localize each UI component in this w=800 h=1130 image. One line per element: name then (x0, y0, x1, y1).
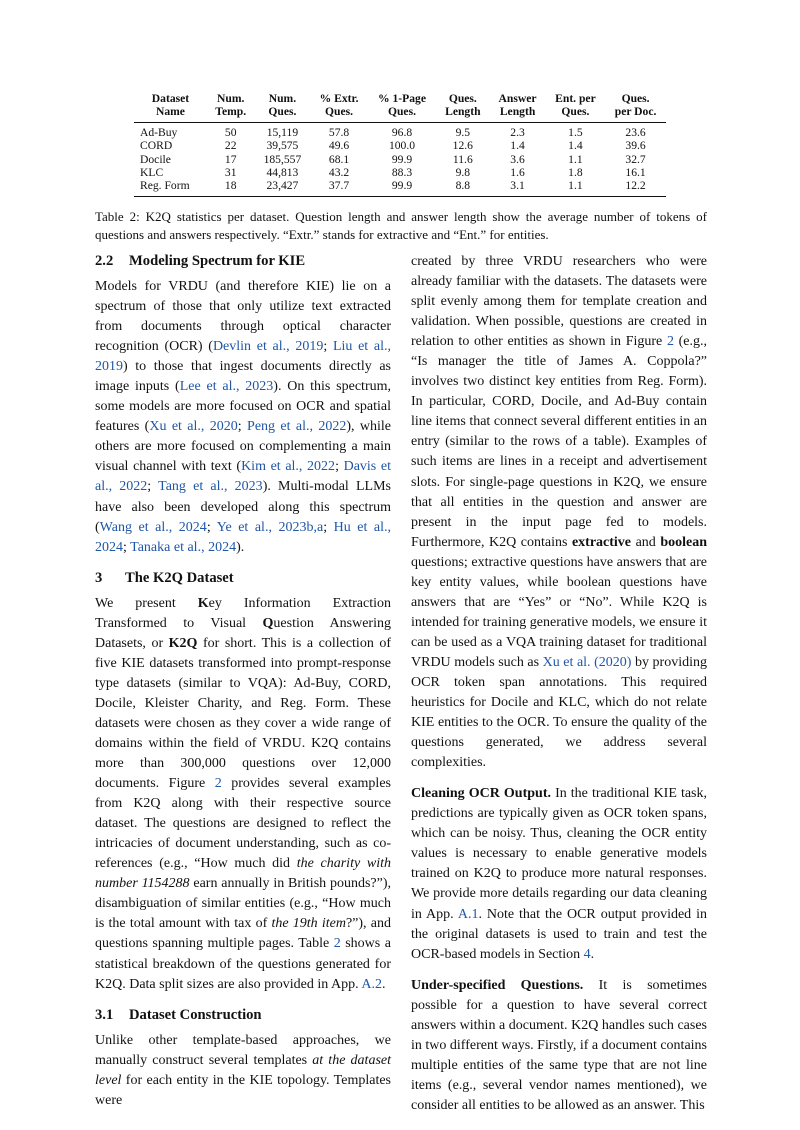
citation-link[interactable]: Wang et al., 2024 (99, 519, 207, 535)
table-cell: 31 (224, 166, 237, 180)
table-cell: 17 (224, 152, 237, 166)
text-run: (e.g., “Is manager the title of James A. Coppola?” involves two distinct key entities from Reg. Form). In particular, CORD, Docile, and Ad-Buy contain line items that connect several different entities in an entry (similar to the rows of a table). Examples of such items are lines in a receipt and advertisement slots. For single-page questions in K2Q, we ensure that all entities in the question and answer are present in the input page fed to models. Furthermore, K2Q contains (411, 334, 707, 550)
paragraph-k2q-dataset (95, 594, 391, 995)
table-caption: Table 2: K2Q statistics per dataset. Question length and answer length show the average number of tokens of questions and answers respectively. “Extr.” stands for extractive and “Ent.” for entities. (95, 209, 707, 242)
stats-table-body (134, 122, 666, 196)
text-run: We present (95, 595, 198, 611)
text-run: ; (237, 419, 248, 435)
table-cell: 185,557 (263, 152, 302, 166)
table-cell: 1.1 (568, 152, 583, 166)
section-heading-3 (95, 569, 391, 588)
column-header (368, 92, 437, 122)
column-header (605, 92, 666, 122)
column-header (254, 92, 310, 122)
section-ref-link[interactable]: 4 (583, 946, 591, 962)
table-cell: 12.2 (605, 179, 666, 196)
italic-text: the charity with number 1154288 (95, 856, 391, 892)
table-cell: 1.4 (568, 139, 583, 153)
text-run: ; (206, 519, 217, 535)
citation-link[interactable]: Xu et al. (2020) (542, 654, 632, 670)
citation-link[interactable]: Kim et al., 2022 (241, 459, 336, 475)
citation-link[interactable]: Hu et al., 2024 (95, 519, 392, 555)
text-run: for short. This is a collection of five KIE datasets transformed into prompt-response type datasets (similar to VQA): Ad-Buy, CORD, Docile, Kleister Charity, and Reg. Form. These datasets were chosen as they cover a wide range of domains within the field of VRDU. K2Q contains more than 300,000 questions over 12,000 documents. Figure (95, 635, 392, 792)
section-number: 3.1 (95, 1006, 114, 1023)
stats-table (134, 92, 666, 197)
text-run: shows a statistical breakdown of the questions generated for K2Q. Data split sizes are also provided in App. (95, 936, 391, 992)
table-cell: 3.6 (510, 152, 525, 166)
text-run: . (381, 976, 386, 992)
text-run: In the traditional KIE task, predictions are typically given as OCR token spans, which can be noisy. Thus, cleaning the OCR entity values is necessary to enable generative models trained on K2Q to produce more natural responses. We provide more details regarding our data cleaning in App. (411, 786, 708, 922)
citation-link[interactable]: Liu et al., 2019 (95, 339, 392, 375)
table-cell: 32.7 (625, 152, 646, 166)
paragraph-cleaning-ocr (411, 784, 707, 964)
table-cell: 39.6 (625, 139, 646, 153)
bold-term: extractive (571, 534, 632, 550)
table-cell: 16.1 (625, 166, 646, 180)
paragraph-modeling-spectrum (95, 277, 391, 558)
table-row (134, 153, 666, 166)
citation-link[interactable]: Tang et al., 2023 (158, 479, 263, 495)
dataset-name-cell: CORD (140, 139, 173, 153)
section-title: Dataset Construction (129, 1006, 262, 1023)
dataset-name-cell: KLC (140, 166, 164, 180)
figure-ref-link[interactable]: 2 (214, 776, 222, 792)
table-cell: 22 (224, 139, 237, 153)
table-cell: 18 (207, 179, 255, 196)
table-cell: 39,575 (266, 139, 299, 153)
paragraph-heading: Cleaning OCR Output. (411, 786, 551, 802)
table-cell: 44,813 (266, 166, 299, 180)
text-run: Unlike other template-based approaches, we manually construct several templates (95, 1032, 391, 1068)
column-header-line: Ques. (448, 92, 477, 105)
column-header-line: Ques. (561, 105, 590, 119)
right-column (411, 252, 707, 1116)
table-cell: 1.8 (568, 166, 583, 180)
paragraph-heading: Under-specified Questions. (411, 977, 584, 993)
citation-link[interactable]: Ye et al., 2023b,a (216, 519, 324, 535)
bold-letter: Q (262, 615, 274, 631)
citation-link[interactable]: Peng et al., 2022 (247, 419, 347, 435)
stats-table-header (134, 92, 666, 122)
italic-text: at the dataset level (95, 1052, 391, 1088)
table-cell: 49.6 (328, 139, 350, 153)
table-cell: 23,427 (254, 179, 310, 196)
bold-letter: K (197, 595, 209, 611)
citation-link[interactable]: Xu et al., 2020 (149, 419, 238, 435)
table-row (134, 179, 666, 196)
table-cell: 12.6 (452, 139, 473, 153)
table-cell: 9.8 (455, 166, 471, 180)
text-run: ; (335, 459, 344, 475)
citation-link[interactable]: Tanaka et al., 2024 (130, 539, 237, 555)
section-title: The K2Q Dataset (125, 569, 234, 586)
paragraph-dataset-construction-start (95, 1031, 391, 1111)
table-cell: 8.8 (436, 179, 489, 196)
text-run: ?”), and questions spanning multiple pages. Table (95, 916, 391, 952)
text-run: provides several examples from K2Q along with their respective source dataset. The questions are designed to reflect the intricacies of document understanding, such as co-references (e.g., “How much did (95, 776, 391, 872)
column-header-line: per Doc. (614, 105, 657, 119)
text-run: ). On this spectrum, some models are more focused on OCR and spatial features ( (95, 379, 391, 435)
text-run: It is sometimes possible for a question to have several correct answers within a document. K2Q handles such cases in two different ways. Firstly, if a document contains multiple entities of the same type that are not line items (e.g., several vendor names mentioned), we consider all entities to be allowed as an answer. This (411, 977, 707, 1113)
text-run: for each entity in the KIE topology. Templates were (95, 1072, 391, 1108)
table-cell: 2.3 (510, 125, 525, 139)
paragraph-dataset-construction-cont (411, 252, 707, 773)
citation-link[interactable]: Lee et al., 2023 (179, 379, 274, 395)
table-cell: 1.6 (510, 166, 525, 180)
column-header-line: Temp. (215, 105, 247, 119)
stats-table-container (134, 92, 666, 197)
italic-text: the 19th item (271, 916, 346, 932)
section-heading-3-1 (95, 1006, 391, 1025)
table-row (134, 166, 666, 179)
citation-link[interactable]: Davis et al., 2022 (95, 459, 391, 495)
dataset-name-cell: Reg. Form (134, 179, 207, 196)
table-cell: 99.9 (391, 152, 413, 166)
column-header-line: % Extr. (319, 92, 359, 105)
table-cell: 11.6 (452, 152, 473, 166)
section-title: Modeling Spectrum for KIE (129, 253, 306, 269)
column-header-line: Ques. (325, 105, 354, 119)
column-header-line: Ent. per (555, 92, 596, 105)
text-run: questions; extractive questions have answers that are key entity values, while boolean questions have answers that are “Yes” or “No”. While K2Q is intended for training generative models, we ensure it can be used as a VQA training dataset for traditional VRDU models such as (411, 554, 707, 670)
column-header-line: % 1-Page (378, 92, 426, 105)
column-header (134, 92, 207, 122)
text-run: uestion Answering Datasets, or (95, 615, 391, 651)
column-header-line: Name (155, 105, 185, 119)
appendix-ref-link[interactable]: A.2 (361, 976, 382, 992)
text-run: Models for VRDU (and therefore KIE) lie on a spectrum of those that only utilize text extracted from documents through optical character recognition (OCR) ( (95, 279, 391, 355)
text-run: created by three VRDU researchers who were already familiar with the datasets. The datasets were split evenly among them for template creation and validation. When possible, questions are created in relation to other entities as shown in Figure (411, 254, 707, 350)
appendix-ref-link[interactable]: A.1 (457, 906, 479, 922)
column-header-line: Length (445, 105, 481, 119)
text-run: . (590, 946, 595, 962)
table-cell: 88.3 (391, 166, 413, 180)
column-header-line: Ques. (621, 92, 650, 105)
text-run: ). (236, 539, 245, 555)
table-row (134, 139, 666, 152)
column-header (207, 92, 255, 122)
text-run: earn annually in British pounds?”), disambiguation of similar entities (e.g., “How much is the total amount with tax of (95, 876, 392, 932)
text-run: ; (323, 339, 333, 355)
table-header-row (134, 92, 666, 122)
section-number: 3 (95, 569, 103, 586)
dataset-name-cell: Ad-Buy (140, 125, 178, 139)
table-cell: 99.9 (368, 179, 437, 196)
column-header-line: Num. (217, 92, 245, 105)
text-run: ; (147, 479, 159, 495)
column-header-line: Num. (268, 92, 297, 105)
figure-ref-link[interactable]: 2 (666, 334, 674, 350)
column-header-line: Length (499, 105, 536, 119)
column-header-line: Answer (498, 92, 537, 105)
table-cell: 37.7 (310, 179, 367, 196)
text-run: ), while others are more focused on complementing a main visual channel with text ( (95, 419, 392, 475)
text-run: ; (323, 519, 334, 535)
table-cell: 68.1 (328, 152, 350, 166)
text-run: by providing OCR token span annotations. This required heuristics for Docile and KLC, which do not relate KIE entities to the OCR. To ensure the quality of the questions generated, we address several complexities. (411, 654, 707, 771)
column-header-line: Ques. (387, 105, 416, 119)
column-header (436, 92, 489, 122)
table-cell: 1.4 (510, 139, 525, 153)
table-ref-link[interactable]: 2 (333, 936, 341, 952)
section-number: 2.2 (95, 253, 114, 269)
citation-link[interactable]: Devlin et al., 2019 (212, 339, 324, 355)
text-run: . Note that the OCR output provided in the original datasets is used to train and test the OCR-based models in Section (411, 906, 707, 962)
table-cell: 15,119 (266, 125, 299, 139)
table-cell: 23.6 (625, 125, 646, 139)
text-run: ; (123, 539, 131, 555)
section-heading-2-2 (95, 252, 391, 271)
column-header-line: Dataset (151, 92, 190, 105)
text-run: ) to those that ingest documents directly as image inputs ( (95, 359, 391, 395)
column-header-line: Ques. (268, 105, 297, 119)
text-run: and (631, 534, 661, 550)
table-cell: 100.0 (388, 139, 416, 153)
text-run: ey Information Extraction Transformed to Visual (95, 595, 391, 631)
table-row (134, 122, 666, 139)
text-run: ). Multi-modal LLMs have also been developed along this spectrum ( (95, 479, 391, 535)
bold-term: boolean (660, 534, 707, 550)
column-header (546, 92, 605, 122)
table-cell: 1.1 (546, 179, 605, 196)
paragraph-under-specified (411, 976, 707, 1116)
table-cell: 50 (224, 125, 237, 139)
bold-acronym: K2Q (168, 635, 198, 651)
left-column (95, 252, 391, 1111)
table-cell: 1.5 (568, 125, 583, 139)
table-cell: 96.8 (391, 125, 413, 139)
dataset-name-cell: Docile (140, 152, 171, 166)
table-cell: 3.1 (489, 179, 545, 196)
column-header (310, 92, 367, 122)
table-cell: 43.2 (328, 166, 350, 180)
table-cell: 9.5 (455, 125, 471, 139)
table-cell: 57.8 (328, 125, 350, 139)
column-header (489, 92, 545, 122)
